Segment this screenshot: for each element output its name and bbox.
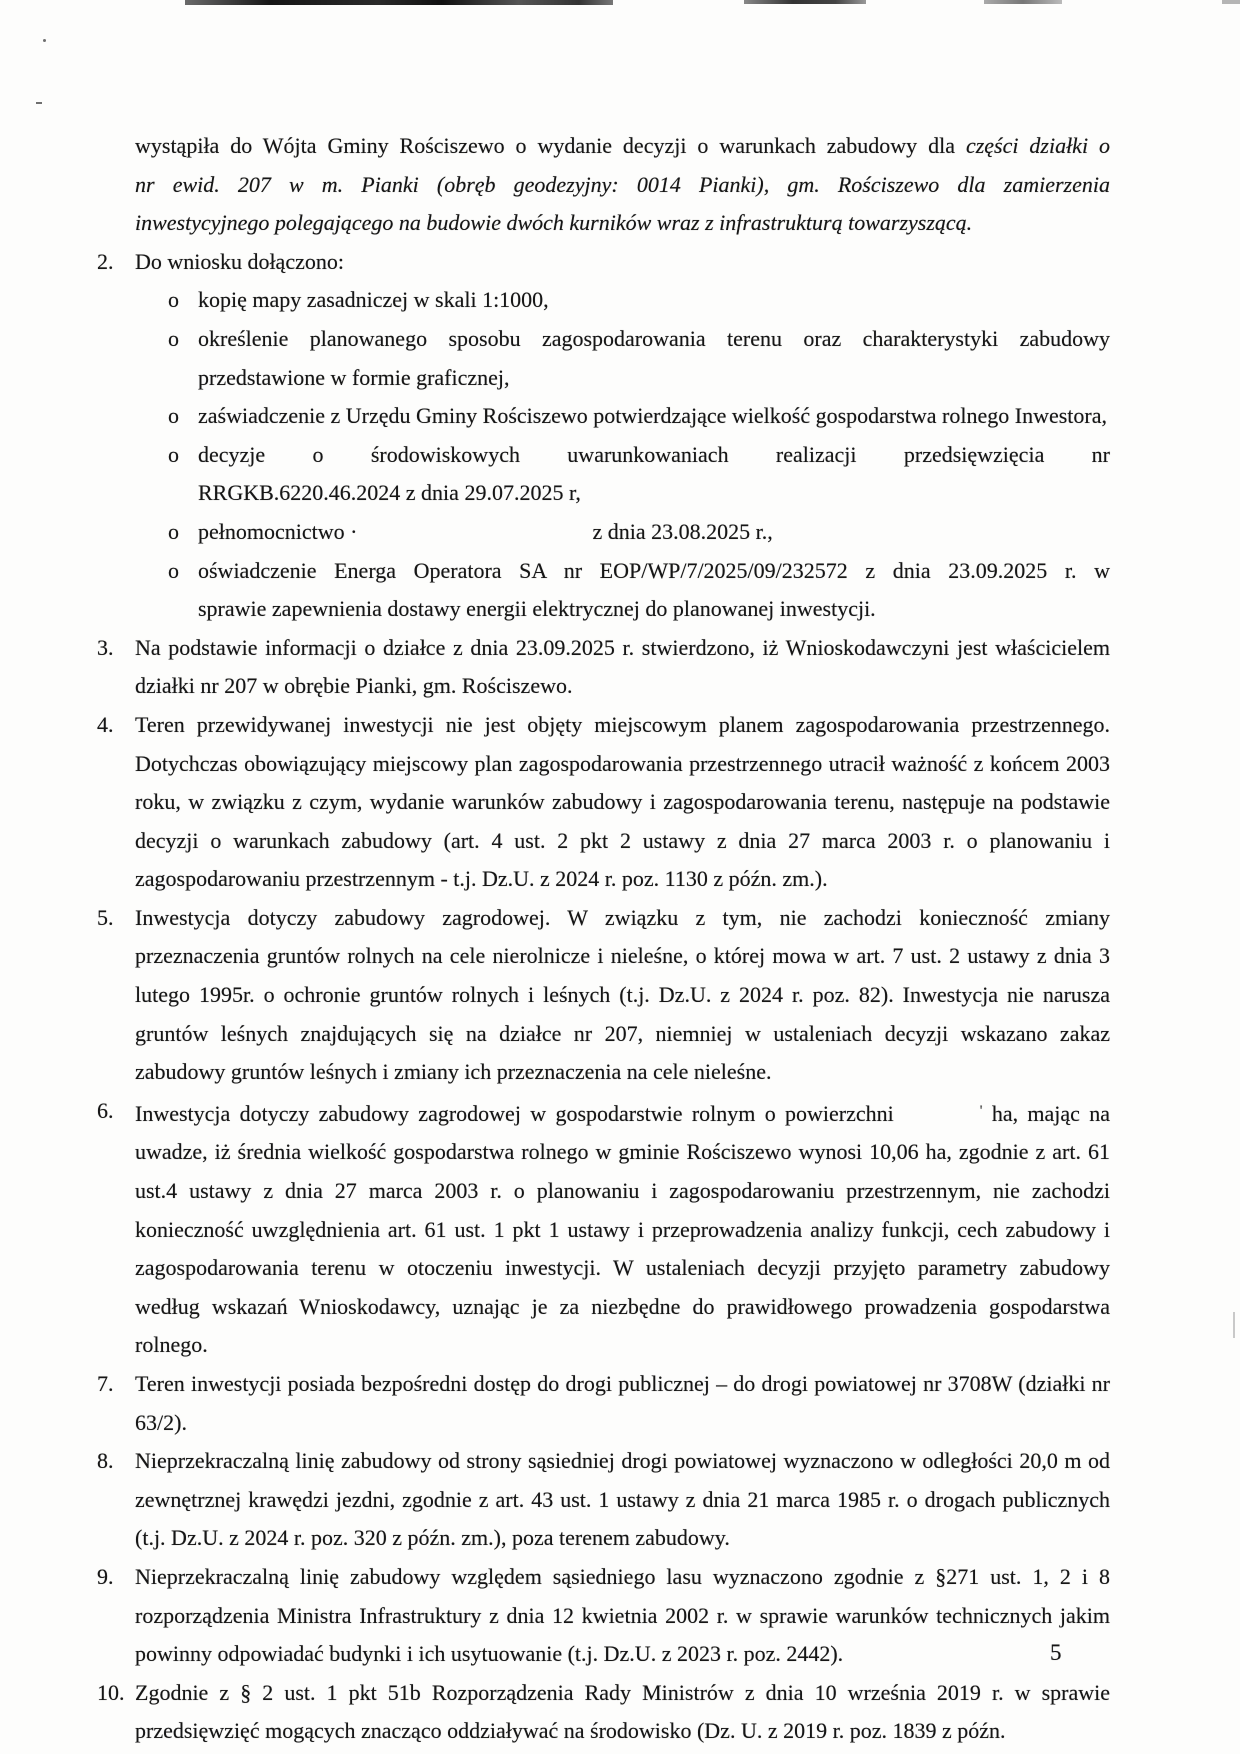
bullet-text: kopię mapy zasadniczej w skali 1:1000, — [198, 287, 549, 313]
item-number: 3. — [97, 634, 114, 660]
list-item-4 — [97, 706, 1110, 899]
scan-artifact-bar — [984, 0, 1062, 4]
intro-text-italic: nr ewid. 207 w m. Pianki (obręb geodezyjny: 0014 Pianki), gm. Rościszewo dla zamierzenia — [135, 171, 1110, 197]
list-item-7 — [97, 1365, 1110, 1442]
list-item-8 — [97, 1442, 1110, 1558]
document-body — [97, 127, 1110, 1751]
bullet-marker: o — [168, 287, 179, 313]
item-number: 8. — [97, 1448, 114, 1474]
list-item-3 — [97, 629, 1110, 706]
bullet-list — [168, 281, 1110, 628]
list-item-6 — [97, 1092, 1110, 1365]
scan-speck — [36, 102, 42, 104]
item-number: 4. — [97, 711, 114, 737]
list-item-9 — [97, 1558, 1110, 1674]
scan-artifact-bar — [185, 0, 613, 5]
scan-artifact-bar — [744, 0, 866, 4]
intro-line-2 — [135, 166, 1110, 205]
bullet-marker: o — [168, 325, 179, 351]
bullet-text: zaświadczenie z Urzędu Gminy Rościszewo potwierdzające wielkość gospodarstwa rolnego Inwestora, — [198, 403, 1108, 429]
intro-text-normal: wystąpiła do Wójta Gminy Rościszewo o wydanie decyzji o warunkach zabudowy dla — [135, 133, 955, 158]
item-text: Nieprzekraczalną linię zabudowy względem sąsiedniego lasu wyznaczono zgodnie z §271 ust. 1, 2 i 8 rozporządzenia Ministra Infrastruktury z dnia 12 kwietnia 2002 r. w sprawie warunków technicznych jakim powinny odpowiadać budynki i ich usytuowanie (t.j. Dz.U. z 2023 r. poz. 2442). — [135, 1563, 1110, 1667]
intro-line-3 — [135, 204, 1110, 243]
item-text: Inwestycja dotyczy zabudowy zagrodowej. W związku z tym, nie zachodzi konieczność zmiany przeznaczenia gruntów rolnych na cele nierolnicze i nieleśne, o której mowa w art. 7 ust. 2 ustawy z dnia 3 lutego 1995r. o ochronie gruntów rolnych i leśnych (t.j. Dz.U. z 2024 r. poz. 82). Inwestycja nie narusza gruntów leśnych znajdujących się na działce nr 207, niemniej w ustaleniach decyzji wskazano zakaz zabudowy gruntów leśnych i zmiany ich przeznaczenia na cele nieleśne. — [135, 904, 1110, 1085]
intro-paragraph — [135, 127, 1110, 243]
bullet-marker: o — [168, 441, 179, 467]
item-text: Nieprzekraczalną linię zabudowy od strony sąsiedniej drogi powiatowej wyznaczono w odległości 20,0 m od zewnętrznej krawędzi jezdni, zgodnie z art. 43 ust. 1 ustawy z dnia 21 marca 1985 r. o drogach publicznych (t.j. Dz.U. z 2024 r. poz. 320 z późn. zm.), poza terenem zabudowy. — [135, 1448, 1110, 1551]
bullet-text: RRGKB.6220.46.2024 z dnia 29.07.2025 r, — [198, 480, 581, 506]
bullet-text: pełnomocnictwo · — [198, 518, 358, 544]
item-text: Zgodnie z § 2 ust. 1 pkt 51b Rozporządzenia Rady Ministrów z dnia 10 września 2019 r. w sprawie przedsięwzięć mogących znacząco oddziaływać na środowisko (Dz. U. z 2019 r. poz. 1839 z późn. — [135, 1679, 1110, 1744]
bullet-item — [168, 397, 1110, 436]
page-number: 5 — [1050, 1640, 1062, 1665]
bullet-text: sprawie zapewnienia dostawy energii elektrycznej do planowanej inwestycji. — [198, 596, 876, 622]
item-text-after-gap: ha, mając na uwadze, iż średnia wielkość gospodarstwa rolnego w gminie Rościszewo wynosi 10,06 ha, zgodnie z art. 61 ust.4 ustawy z dnia 27 marca 2003 r. o planowaniu i zagospodarowaniu przestrzennym, nie zachodzi konieczność uwzględnienia art. 61 ust. 1 pkt 1 ustawy i przeprowadzenia analizy funkcji, cech zabudowy i zagospodarowania terenu w otoczeniu inwestycji. W ustaleniach decyzji przyjęto parametry zabudowy według wskazań Wnioskodawcy, uznając je za niezbędne do prawidłowego prowadzenia gospodarstwa rolnego. — [135, 1100, 1110, 1358]
intro-text-italic: inwestycyjnego polegającego na budowie dwóch kurników wraz z infrastrukturą towarzyszącą. — [135, 210, 973, 236]
item-number: 7. — [97, 1371, 114, 1396]
bullet-marker: o — [168, 518, 179, 544]
item-text: Do wniosku dołączono: — [135, 248, 344, 274]
item-text: Na podstawie informacji o działce z dnia 23.09.2025 r. stwierdzono, iż Wnioskodawczyni jest właścicielem działki nr 207 w obrębie Pianki, gm. Rościszewo. — [135, 634, 1110, 699]
bullet-item — [168, 552, 1110, 629]
bullet-marker: o — [168, 403, 179, 429]
item-text: Teren przewidywanej inwestycji nie jest objęty miejscowym planem zagospodarowania przestrzennego. Dotychczas obowiązujący miejscowy plan zagospodarowania przestrzennego utracił ważność z końcem 2003 roku, w związku z czym, wydanie warunków zabudowy i zagospodarowania terenu, następuje na podstawie decyzji o warunkach zabudowy (art. 4 ust. 2 pkt 2 ustawy z dnia 27 marca 2003 r. o planowaniu i zagospodarowaniu przestrzennym - t.j. Dz.U. z 2024 r. poz. 1130 z późn. zm.). — [135, 711, 1110, 892]
scan-speck — [1233, 1312, 1235, 1338]
bullet-marker: o — [168, 557, 179, 583]
list-item-10 — [97, 1674, 1110, 1751]
intro-text-italic: części działki o — [965, 133, 1110, 158]
item-text — [135, 1092, 1110, 1365]
item-number: 6. — [97, 1097, 114, 1123]
bullet-item — [168, 281, 1110, 320]
list-item-2 — [97, 243, 1110, 629]
item-number: 5. — [97, 904, 114, 930]
bullet-text-date: z dnia 23.08.2025 r., — [592, 518, 773, 544]
item-text: Teren inwestycji posiada bezpośredni dostęp do drogi publicznej – do drogi powiatowej nr 3708W (działki nr 63/2). — [135, 1371, 1110, 1435]
item-text-before-gap: Inwestycja dotyczy zabudowy zagrodowej w gospodarstwie rolnym o powierzchni — [135, 1100, 894, 1126]
scan-mark: ' — [979, 1102, 983, 1119]
bullet-text: oświadczenie Energa Operatora SA nr EOP/WP/7/2025/09/232572 z dnia 23.09.2025 r. w — [198, 557, 1110, 583]
intro-line-1 — [135, 127, 1110, 166]
bullet-item — [168, 436, 1110, 513]
item-number: 10. — [97, 1679, 125, 1705]
item-number: 9. — [97, 1563, 114, 1589]
bullet-item — [168, 320, 1110, 397]
item-number: 2. — [97, 248, 114, 274]
scan-artifact-bar — [1222, 0, 1240, 4]
bullet-item-pelnomocnictwo — [168, 513, 1110, 552]
bullet-text: decyzje o środowiskowych uwarunkowaniach realizacji przedsięwzięcia nr — [198, 441, 1110, 467]
list-item-5 — [97, 899, 1110, 1092]
bullet-text: określenie planowanego sposobu zagospodarowania terenu oraz charakterystyki zabudowy przedstawione w formie graficznej, — [198, 325, 1110, 390]
scan-speck — [43, 39, 46, 42]
